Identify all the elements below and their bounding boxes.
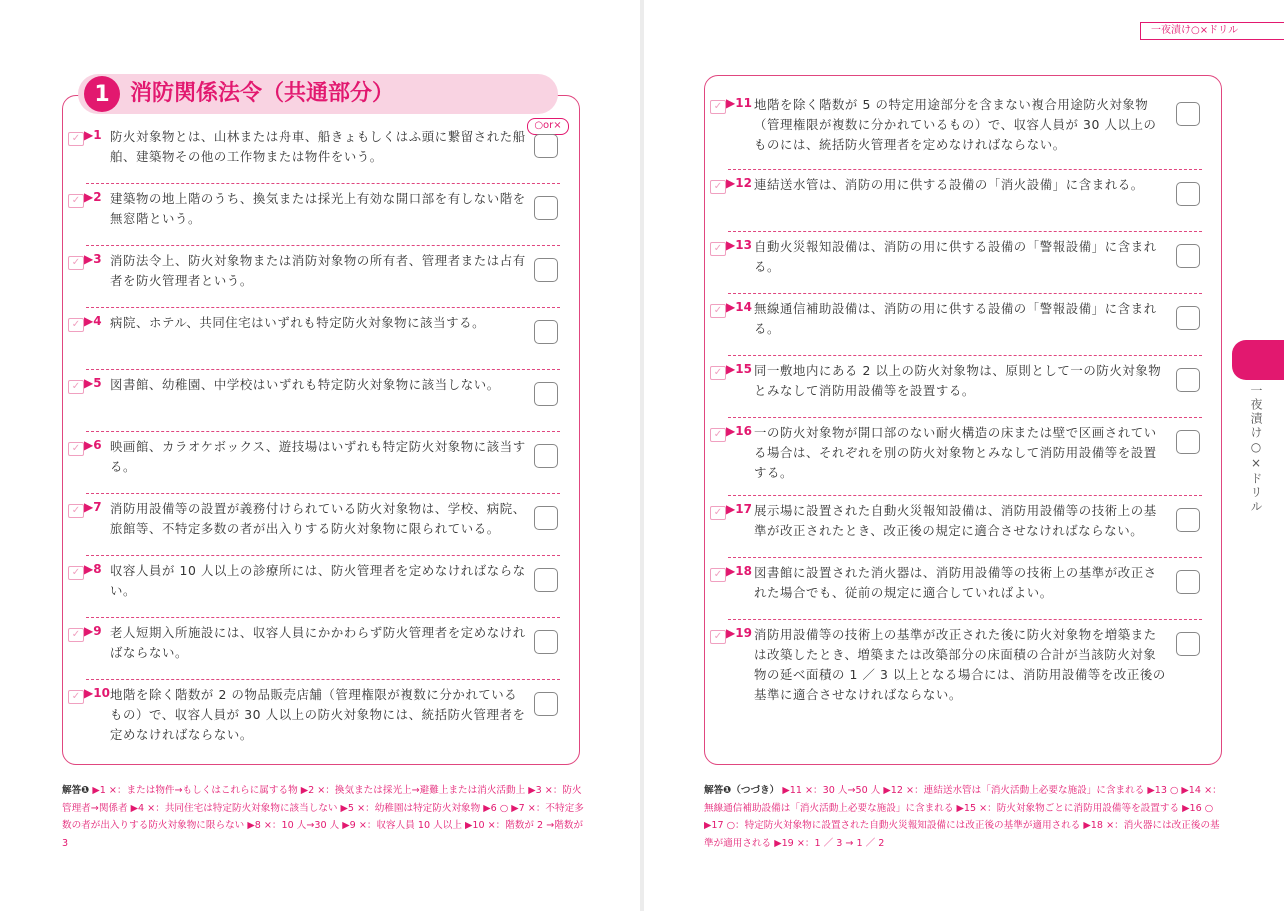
question-number: ▶4 — [84, 314, 102, 328]
question-number: ▶1 — [84, 128, 102, 142]
checkmark-icon: ✓ — [710, 630, 726, 644]
question-item — [710, 294, 1210, 356]
question-item — [710, 418, 1210, 496]
checkmark-icon: ✓ — [710, 506, 726, 520]
answer-checkbox[interactable] — [534, 134, 558, 158]
question-item — [710, 170, 1210, 232]
answer-checkbox[interactable] — [534, 382, 558, 406]
answer-checkbox[interactable] — [1176, 570, 1200, 594]
question-item — [68, 246, 568, 308]
question-text: 一の防火対象物が開口部のない耐火構造の床または壁で区画されている場合は、それぞれを別の防火対象物とみなして消防用設備等を設置する。 — [754, 425, 1157, 480]
answer-checkbox[interactable] — [534, 444, 558, 468]
question-item — [710, 558, 1210, 620]
question-number: ▶12 — [726, 176, 752, 190]
checkmark-icon: ✓ — [710, 568, 726, 582]
question-text: 老人短期入所施設には、収容人員にかかわらず防火管理者を定めなければならない。 — [110, 625, 526, 660]
answer-checkbox[interactable] — [534, 506, 558, 530]
question-item — [68, 308, 568, 370]
answers-text: ▶1 ×：または物件→もしくはこれらに属する物 ▶2 ×：換気または採光上→避難上または消火活動上 ▶3 ×：防火管理者→関係者 ▶4 ×：共同住宅は特定防火対象物に該当しない ▶5 ×：幼稚園は特定防火対象物 ▶6 ○ ▶7 ×：不特定多数の者が出入りする防火対象物に限らない ▶8 ×：10 人→30 人 ▶9 ×：収容人員 10 人以上 ▶10 ×：階数が 2 →階数が 3 — [62, 785, 584, 849]
answer-checkbox[interactable] — [1176, 306, 1200, 330]
question-number: ▶17 — [726, 502, 752, 516]
checkmark-icon: ✓ — [68, 380, 84, 394]
question-number: ▶11 — [726, 96, 752, 110]
question-item — [710, 496, 1210, 558]
question-item — [68, 618, 568, 680]
checkmark-icon: ✓ — [68, 132, 84, 146]
question-item — [68, 556, 568, 618]
question-text: 消防用設備等の技術上の基準が改正された後に防火対象物を増築または改築したとき、増築または改築部分の床面積の合計が当該防火対象物の延べ面積の 1 ／ 3 以上となる場合には、消防用設備等を改正後の基準に適合させなければならない。 — [754, 627, 1166, 702]
answer-checkbox[interactable] — [534, 692, 558, 716]
answer-checkbox[interactable] — [1176, 632, 1200, 656]
answer-checkbox[interactable] — [534, 630, 558, 654]
left-page — [0, 0, 640, 911]
answer-checkbox[interactable] — [534, 568, 558, 592]
answer-checkbox[interactable] — [1176, 102, 1200, 126]
question-number: ▶19 — [726, 626, 752, 640]
answer-checkbox[interactable] — [1176, 244, 1200, 268]
answer-checkbox[interactable] — [534, 258, 558, 282]
question-text: 映画館、カラオケボックス、遊技場はいずれも特定防火対象物に該当する。 — [110, 439, 526, 474]
question-text: 図書館に設置された消火器は、消防用設備等の技術上の基準が改正された場合でも、従前の規定に適合していればよい。 — [754, 565, 1157, 600]
question-text: 展示場に設置された自動火災報知設備は、消防用設備等の技術上の基準が改正されたとき、改正後の規定に適合させなければならない。 — [754, 503, 1157, 538]
question-item — [68, 122, 568, 184]
question-text: 防火対象物とは、山林または舟車、船きょもしくはふ頭に繋留された船舶、建築物その他の工作物または物件をいう。 — [110, 129, 526, 164]
question-item — [68, 494, 568, 556]
question-text: 消防用設備等の設置が義務付けられている防火対象物は、学校、病院、旅館等、不特定多数の者が出入りする防火対象物に限られている。 — [110, 501, 526, 536]
question-text: 建築物の地上階のうち、換気または採光上有効な開口部を有しない階を無窓階という。 — [110, 191, 526, 226]
question-item — [68, 680, 568, 742]
section-header — [78, 74, 558, 114]
question-number: ▶15 — [726, 362, 752, 376]
checkmark-icon: ✓ — [68, 442, 84, 456]
question-item — [710, 90, 1210, 170]
section-title: 消防関係法令（共通部分） — [130, 81, 395, 106]
question-text: 自動火災報知設備は、消防の用に供する設備の「警報設備」に含まれる。 — [754, 239, 1157, 274]
question-number: ▶13 — [726, 238, 752, 252]
question-text: 収容人員が 10 人以上の診療所には、防火管理者を定めなければならない。 — [110, 563, 526, 598]
question-item — [710, 620, 1210, 710]
answer-checkbox[interactable] — [1176, 368, 1200, 392]
question-number: ▶7 — [84, 500, 102, 514]
answer-checkbox[interactable] — [1176, 508, 1200, 532]
answers-label: 解答❶（つづき） — [704, 785, 780, 796]
right-page — [644, 0, 1284, 911]
question-text: 同一敷地内にある 2 以上の防火対象物は、原則として一の防火対象物とみなして消防用設備等を設置する。 — [754, 363, 1162, 398]
checkmark-icon: ✓ — [710, 242, 726, 256]
question-number: ▶3 — [84, 252, 102, 266]
question-item — [68, 432, 568, 494]
question-number: ▶14 — [726, 300, 752, 314]
answer-checkbox[interactable] — [1176, 182, 1200, 206]
side-tab-text: 一夜漬け○×ドリル — [1249, 384, 1263, 514]
checkmark-icon: ✓ — [68, 194, 84, 208]
answer-checkbox[interactable] — [534, 196, 558, 220]
checkmark-icon: ✓ — [710, 304, 726, 318]
question-item — [710, 356, 1210, 418]
answer-checkbox[interactable] — [1176, 430, 1200, 454]
checkmark-icon: ✓ — [68, 628, 84, 642]
checkmark-icon: ✓ — [68, 690, 84, 704]
question-text: 無線通信補助設備は、消防の用に供する設備の「警報設備」に含まれる。 — [754, 301, 1157, 336]
question-number: ▶6 — [84, 438, 102, 452]
checkmark-icon: ✓ — [710, 366, 726, 380]
question-number: ▶2 — [84, 190, 102, 204]
question-text: 地階を除く階数が 5 の特定用途部分を含まない複合用途防火対象物（管理権限が複数に分かれているもの）で、収容人員が 30 人以上のものには、統括防火管理者を定めなければならない。 — [754, 97, 1157, 152]
answers-text: ▶11 ×：30 人→50 人 ▶12 ×：連結送水管は「消火活動上必要な施設」に含まれる ▶13 ○ ▶14 ×：無線通信補助設備は「消火活動上必要な施設」に含まれる ▶15 ×：防火対象物ごとに消防用設備等を設置する ▶16 ○ ▶17 ○：特定防火対象物に設置された自動火災報知設備には改正後の基準が適用される ▶18 ×：消火器には改正後の基準が適用される ▶19 ×：1 ／ 3 → 1 ／ 2 — [704, 785, 1222, 849]
question-number: ▶8 — [84, 562, 102, 576]
question-number: ▶18 — [726, 564, 752, 578]
question-item — [68, 184, 568, 246]
question-item — [68, 370, 568, 432]
answers-label: 解答❶ — [62, 785, 90, 796]
checkmark-icon: ✓ — [68, 504, 84, 518]
question-number: ▶16 — [726, 424, 752, 438]
question-number: ▶9 — [84, 624, 102, 638]
question-text: 連結送水管は、消防の用に供する設備の「消火設備」に含まれる。 — [754, 177, 1144, 192]
checkmark-icon: ✓ — [710, 180, 726, 194]
checkmark-icon: ✓ — [68, 566, 84, 580]
question-number: ▶5 — [84, 376, 102, 390]
header-tag: 一夜漬け○×ドリル — [1140, 22, 1284, 40]
ox-badge: ○or× — [527, 118, 569, 135]
question-text: 消防法令上、防火対象物または消防対象物の所有者、管理者または占有者を防火管理者という。 — [110, 253, 526, 288]
checkmark-icon: ✓ — [710, 428, 726, 442]
answer-checkbox[interactable] — [534, 320, 558, 344]
checkmark-icon: ✓ — [68, 318, 84, 332]
question-text: 地階を除く階数が 2 の物品販売店舗（管理権限が複数に分かれているもの）で、収容人員が 30 人以上の防火対象物には、統括防火管理者を定めなければならない。 — [110, 687, 526, 742]
answers-left — [62, 782, 584, 852]
question-number: ▶10 — [84, 686, 110, 700]
question-text: 病院、ホテル、共同住宅はいずれも特定防火対象物に該当する。 — [110, 315, 486, 330]
side-tab — [1232, 340, 1284, 380]
answers-right — [704, 782, 1224, 852]
checkmark-icon: ✓ — [710, 100, 726, 114]
question-item — [710, 232, 1210, 294]
question-text: 図書館、幼稚園、中学校はいずれも特定防火対象物に該当しない。 — [110, 377, 500, 392]
checkmark-icon: ✓ — [68, 256, 84, 270]
section-number: 1 — [84, 76, 120, 112]
